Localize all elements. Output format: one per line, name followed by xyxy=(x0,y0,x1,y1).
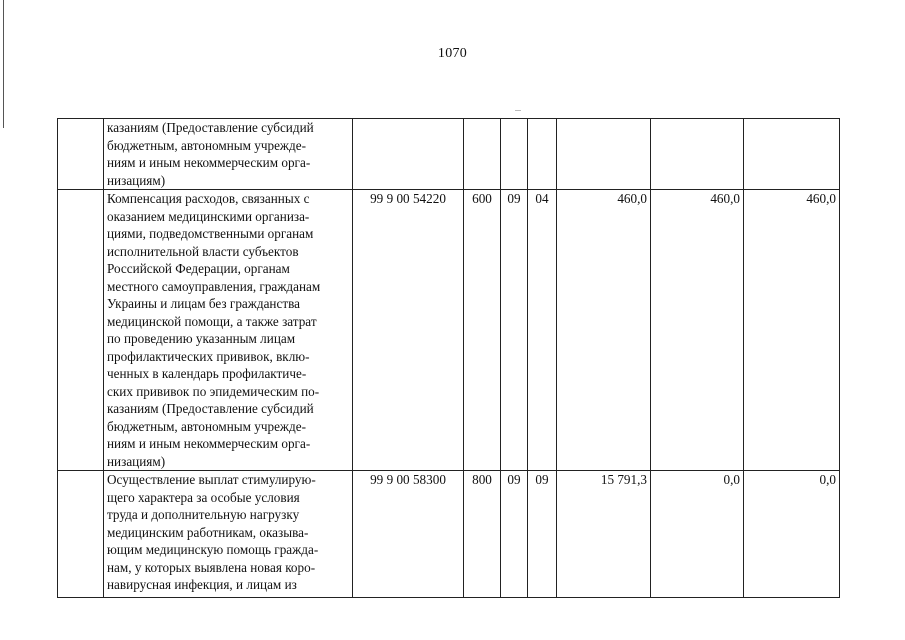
amount-year-2-cell xyxy=(651,119,744,190)
subsection-cell: 04 xyxy=(528,190,557,471)
description-cell: Компенсация расходов, связанных с оказанием медицинскими организа- циями, подведомственными органам исполнительной власти субъектов Российской Федерации, органам местного самоуправления, гражданам Украины и лицам без гражданства медицинской помощи, а также затрат по проведению указанным лицам профилактических прививок, вклю- ченных в календарь профилактиче- ских прививок по эпидемическим по- казаниям (Предоставление субсидий бюджетным, автономным учрежде- ниям и иным некоммерческим орга- низациям) xyxy=(104,190,353,471)
subsection-cell: 09 xyxy=(528,471,557,598)
table-row xyxy=(58,190,840,471)
subsection-cell xyxy=(528,119,557,190)
table-row xyxy=(58,119,840,190)
row-number-cell xyxy=(58,190,104,471)
amount-year-3-cell: 460,0 xyxy=(744,190,840,471)
target-article-cell xyxy=(353,119,464,190)
amount-year-2-cell: 0,0 xyxy=(651,471,744,598)
amount-year-1-cell: 15 791,3 xyxy=(557,471,651,598)
section-cell: 09 xyxy=(501,190,528,471)
section-cell: 09 xyxy=(501,471,528,598)
description-cell: казаниям (Предоставление субсидий бюджетным, автономным учрежде- ниям и иным некоммерческим орга- низациям) xyxy=(104,119,353,190)
amount-year-1-cell: 460,0 xyxy=(557,190,651,471)
row-number-cell xyxy=(58,119,104,190)
amount-year-3-cell xyxy=(744,119,840,190)
section-cell xyxy=(501,119,528,190)
row-number-cell xyxy=(58,471,104,598)
amount-year-3-cell: 0,0 xyxy=(744,471,840,598)
amount-year-2-cell: 460,0 xyxy=(651,190,744,471)
expense-type-cell: 600 xyxy=(464,190,501,471)
page-number: 1070 xyxy=(437,46,468,61)
description-cell: Осуществление выплат стимулирую- щего характера за особые условия труда и дополнительную нагрузку медицинским работникам, оказыва- ющим медицинскую помощь гражда- нам, у которых выявлена новая коро- навирусная инфекция, и лицам из xyxy=(104,471,353,598)
target-article-cell: 99 9 00 54220 xyxy=(353,190,464,471)
budget-table xyxy=(57,118,840,598)
scan-margin-line xyxy=(3,0,4,128)
expense-type-cell: 800 xyxy=(464,471,501,598)
target-article-cell: 99 9 00 58300 xyxy=(353,471,464,598)
amount-year-1-cell xyxy=(557,119,651,190)
scan-artifact xyxy=(515,110,521,111)
table-row xyxy=(58,471,840,598)
expense-type-cell xyxy=(464,119,501,190)
